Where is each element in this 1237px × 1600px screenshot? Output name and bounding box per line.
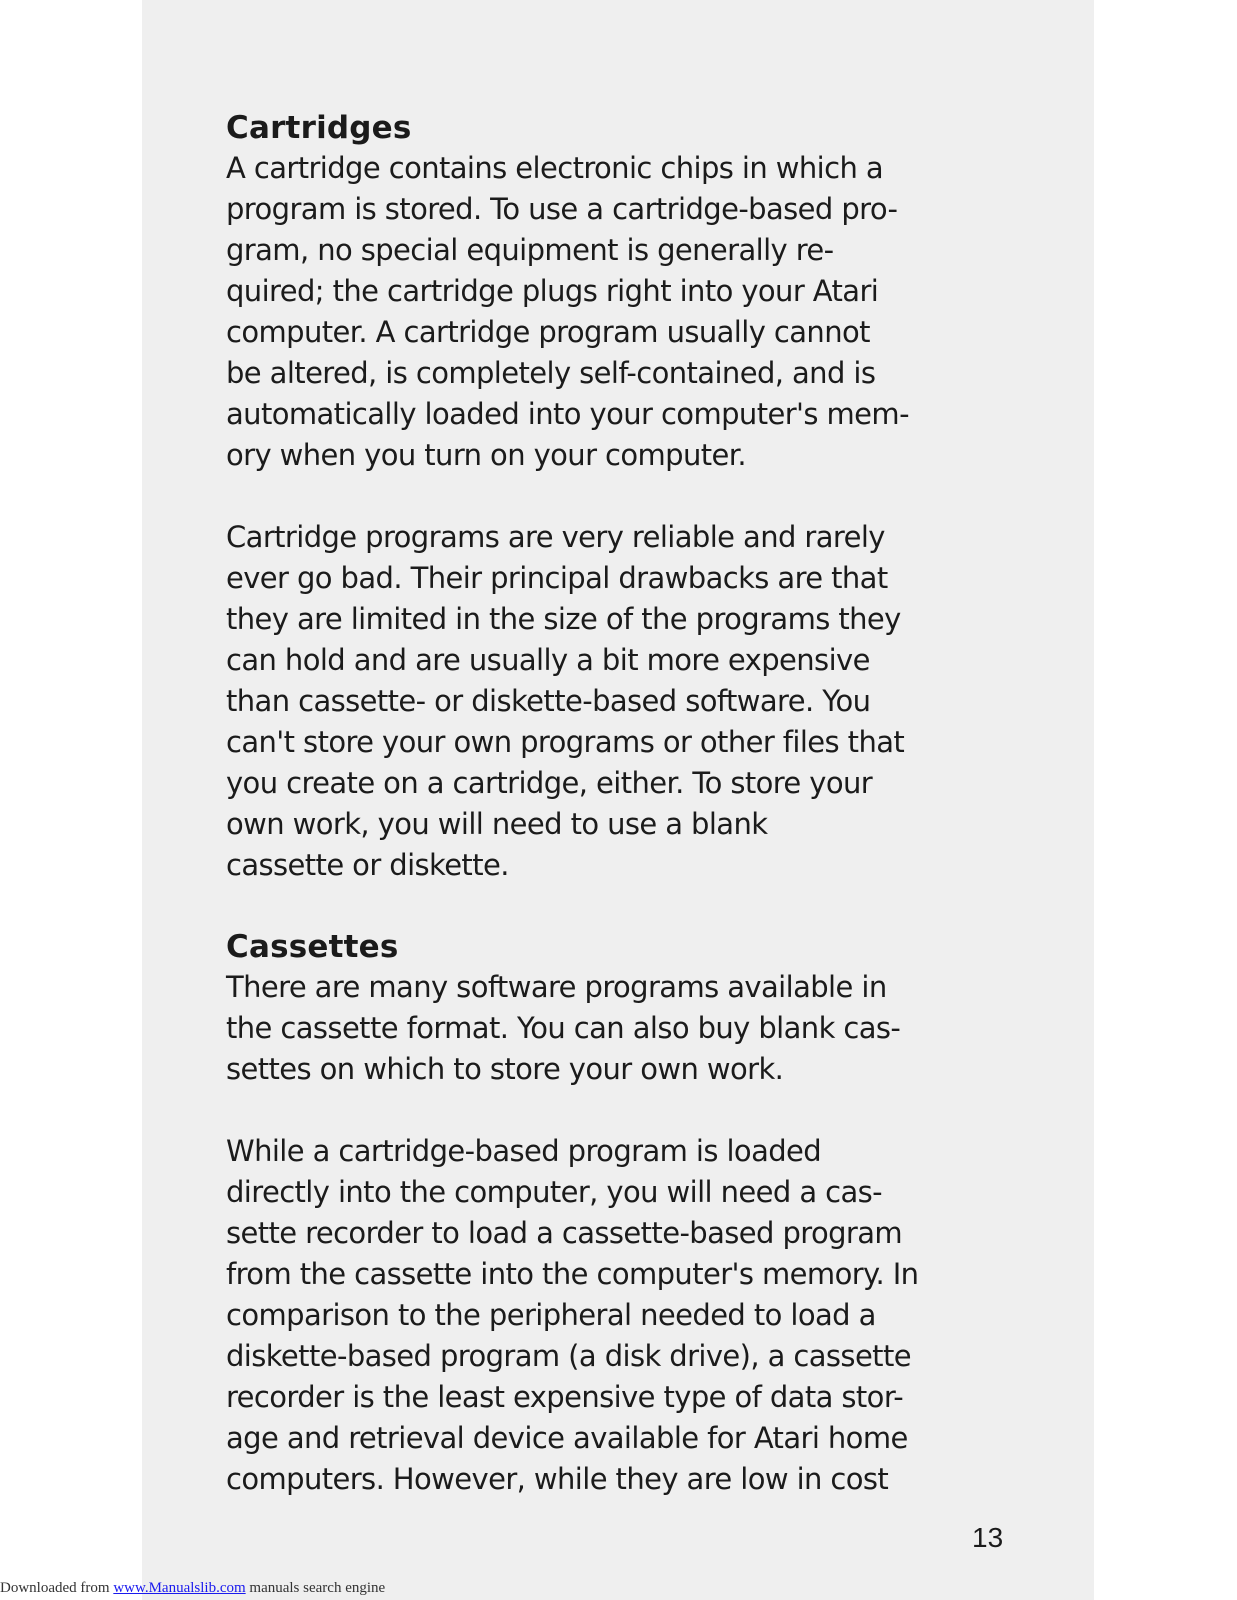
document-page — [142, 0, 1094, 1600]
text-line: you create on a cartridge, either. To store your — [226, 766, 873, 800]
text-line: the cassette format. You can also buy blank cas- — [226, 1011, 901, 1045]
text-line: quired; the cartridge plugs right into your Atari — [226, 274, 879, 308]
text-line: can't store your own programs or other files that — [226, 725, 905, 759]
paragraph-spacer — [226, 1090, 1016, 1131]
text-line: ory when you turn on your computer. — [226, 438, 747, 472]
text-line: ever go bad. Their principal drawbacks are that — [226, 561, 888, 595]
footer-suffix: manuals search engine — [245, 1580, 386, 1596]
text-line: A cartridge contains electronic chips in which a — [226, 151, 884, 185]
download-footer — [0, 1580, 385, 1597]
text-line: recorder is the least expensive type of data stor- — [226, 1380, 904, 1414]
text-line: settes on which to store your own work. — [226, 1052, 784, 1086]
paragraph — [226, 148, 1016, 476]
text-line: gram, no special equipment is generally re- — [226, 233, 834, 267]
text-line: can hold and are usually a bit more expensive — [226, 643, 870, 677]
paragraph — [226, 517, 1016, 886]
text-line: While a cartridge-based program is loaded — [226, 1134, 822, 1168]
paragraph-spacer — [226, 886, 1016, 927]
manualslib-link[interactable]: www.Manualslib.com — [113, 1580, 246, 1596]
footer-prefix: Downloaded from — [0, 1580, 114, 1596]
text-line: be altered, is completely self-contained, and is — [226, 356, 876, 390]
page-content — [226, 108, 1016, 1500]
text-line: age and retrieval device available for Atari home — [226, 1421, 908, 1455]
text-line: computer. A cartridge program usually cannot — [226, 315, 870, 349]
paragraph — [226, 967, 1016, 1090]
page-number: 13 — [972, 1522, 1004, 1553]
text-line: automatically loaded into your computer's mem- — [226, 397, 909, 431]
section-heading-cartridges: Cartridges — [226, 110, 412, 146]
text-line: comparison to the peripheral needed to load a — [226, 1298, 876, 1332]
text-line: There are many software programs available in — [226, 970, 887, 1004]
text-line: directly into the computer, you will need a cas- — [226, 1175, 882, 1209]
text-line: own work, you will need to use a blank — [226, 807, 768, 841]
text-line: from the cassette into the computer's memory. In — [226, 1257, 919, 1291]
text-line: program is stored. To use a cartridge-based pro- — [226, 192, 898, 226]
text-line: sette recorder to load a cassette-based program — [226, 1216, 903, 1250]
text-line: Cartridge programs are very reliable and rarely — [226, 520, 885, 554]
paragraph-spacer — [226, 476, 1016, 517]
text-line: they are limited in the size of the programs they — [226, 602, 901, 636]
paragraph — [226, 1131, 1016, 1500]
text-line: computers. However, while they are low in cost — [226, 1462, 889, 1496]
text-line: diskette-based program (a disk drive), a cassette — [226, 1339, 911, 1373]
text-line: than cassette- or diskette-based software. You — [226, 684, 871, 718]
section-heading-cassettes: Cassettes — [226, 929, 399, 965]
text-line: cassette or diskette. — [226, 848, 509, 882]
